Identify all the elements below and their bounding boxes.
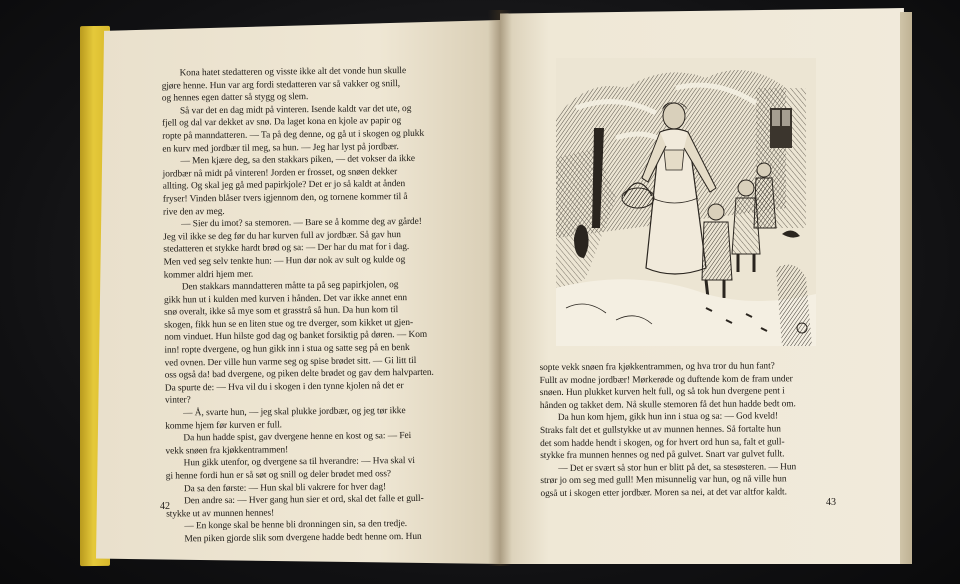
text-line: komme hjem før kurven er full. — [165, 419, 283, 432]
text-line: Da hun kom hjem, gikk hun inn i stua og sa: — God kveld! — [557, 411, 779, 424]
text-line: snø overalt, ikke så mye som et grasstrå så hun. Da hun kom til — [164, 305, 399, 318]
page-block-edge — [900, 12, 912, 564]
text-line: gi henne fordi hun er så søt og snill og deler brødet med oss? — [165, 469, 392, 482]
text-line: Da sa den første: — Hun skal bli vakrere for hver dag! — [183, 481, 387, 494]
text-line: stedatteren et stykke hardt brød og sa: — Der har du mat for i dag. — [163, 242, 410, 255]
text-line: — Men kjære deg, sa den stakkars piken, — det vokser da ikke — [180, 154, 415, 167]
text-line: Så var det en dag midt på vinteren. Isende kaldt var det ute, og — [179, 103, 412, 117]
text-line: Den stakkars manndatteren måtte ta på seg papirkjolen, og — [181, 280, 399, 293]
text-line: — En konge skal be henne bli dronningen sin, sa den tredje. — [184, 519, 408, 532]
text-line: fryser! Vinden blåser tvers igjennom den, og tornene kommer til å — [162, 191, 408, 205]
text-line: snøen. Hun plukket kurven helt full, og så tok hun dvergene pent i — [539, 386, 785, 399]
text-line: Kona hatet stedatteren og visste ikke alt det vonde hun skulle — [179, 66, 407, 79]
text-line: Men piken gjorde slik som dvergene hadde bedt henne om. Hun — [184, 531, 422, 545]
text-line: nom vinduet. Hun hilste god dag og banket forsiktig på døren. — Kom — [164, 330, 428, 344]
text-line: det som hadde hendt i skogen, og for hvert ord hun sa, falt et gull- — [540, 436, 785, 449]
text-line: fjell og dal var dekket av snø. Da laget kona en kjole av papir og — [162, 116, 402, 129]
text-line: Den andre sa: — Hver gang hun sier et ord, skal det falle et gull- — [183, 494, 424, 507]
text-line: Fullt av modne jordbær! Mørkerøde og duftende kom de fram under — [539, 373, 793, 386]
text-line: Men ved seg selv tenkte hun: — Hun dør nok av sult og kulde og — [163, 254, 406, 268]
text-line: oss også da! bad dvergene, og piken delte brødet og gav dem halvparten. — [164, 367, 434, 381]
text-line: — Det er svært så stor hun er blitt på det, sa stesøsteren. — Hun — [558, 462, 797, 474]
text-line: allting. Og skal jeg gå med papirkjole? Det er jo så kaldt at ånden — [162, 179, 406, 192]
text-line: sopte vekk snøen fra kjøkkentrammen, og hva tror du hun fant? — [539, 361, 775, 374]
book-gutter — [488, 10, 512, 566]
text-line: hånden og takket dem. Nå skulle stemoren få det hun hadde bedt om. — [539, 399, 796, 411]
text-line: inn! ropte dvergene, og hun gikk inn i stua og satte seg på en benk — [164, 343, 410, 356]
engraving-illustration — [556, 58, 816, 346]
text-line: gikk hun ut i kulden med kurven i hånden. Det var ikke annet enn — [163, 292, 408, 306]
text-line: ropte på manndatteren. — Ta på deg denne, og gå ut i skogen og plukk — [162, 128, 425, 142]
text-line: Da spurte de: — Hva vil du i skogen i den tynne kjolen nå det er — [164, 380, 404, 394]
right-page-text — [540, 360, 841, 501]
text-line: og hennes egen datter så stygg og slem. — [161, 92, 309, 104]
text-line: ved ovnen. Der ville hun varme seg og spise brødet sitt. — Gi litt til — [164, 355, 417, 369]
text-line: kommer aldri hjem mer. — [163, 269, 254, 281]
text-line: en kurv med jordbær til meg, sa hun. — Jeg har lyst på jordbær. — [162, 141, 399, 155]
text-line: strør jo om seg med gull! Men misunnelig var hun, og nå ville hun — [540, 474, 787, 487]
text-line: — Sier du imot? sa stemoren. — Bare se å komme deg av gårde! — [181, 216, 422, 230]
text-line: Hun gikk utenfor, og dvergene sa til hverandre: — Hva skal vi — [183, 456, 415, 469]
text-line: også ut i skogen etter jordbær. Moren sa nei, at det var altfor kaldt. — [540, 487, 787, 499]
text-line: rive den av meg. — [162, 206, 225, 218]
text-line: Da hun hadde spist, gav dvergene henne en kost og sa: — Fei — [183, 431, 412, 444]
page-number-left: 42 — [160, 501, 170, 512]
text-line: — Å, svarte hun, — jeg skal plukke jordbær, og jeg tør ikke — [183, 406, 406, 419]
text-line: Jeg vil ikke se deg før du har kurven full av jordbær. Så gav hun — [163, 229, 401, 243]
text-line: Straks falt det et gullstykke ut av munnen hennes. Så fortalte hun — [539, 424, 781, 437]
text-line: stykke fra munnen hennes og ned på gulvet. Snart var gulvet fullt. — [540, 449, 785, 462]
text-line: skogen, fikk hun se en liten stue og tre dverger, som kikket ut gjen- — [164, 317, 414, 331]
text-line: stykke ut av munnen hennes! — [166, 508, 275, 520]
text-line: jordbær nå midt på vinteren! Jorden er frosset, og snøen dekker — [162, 166, 398, 180]
left-page-text — [162, 64, 467, 546]
text-line: vekk snøen fra kjøkkentrammen! — [165, 445, 289, 457]
text-line: gjøre henne. Hun var arg fordi stedatteren var så vakker og snill, — [161, 78, 401, 92]
text-line: vinter? — [164, 395, 191, 407]
page-number-right: 43 — [826, 497, 836, 508]
